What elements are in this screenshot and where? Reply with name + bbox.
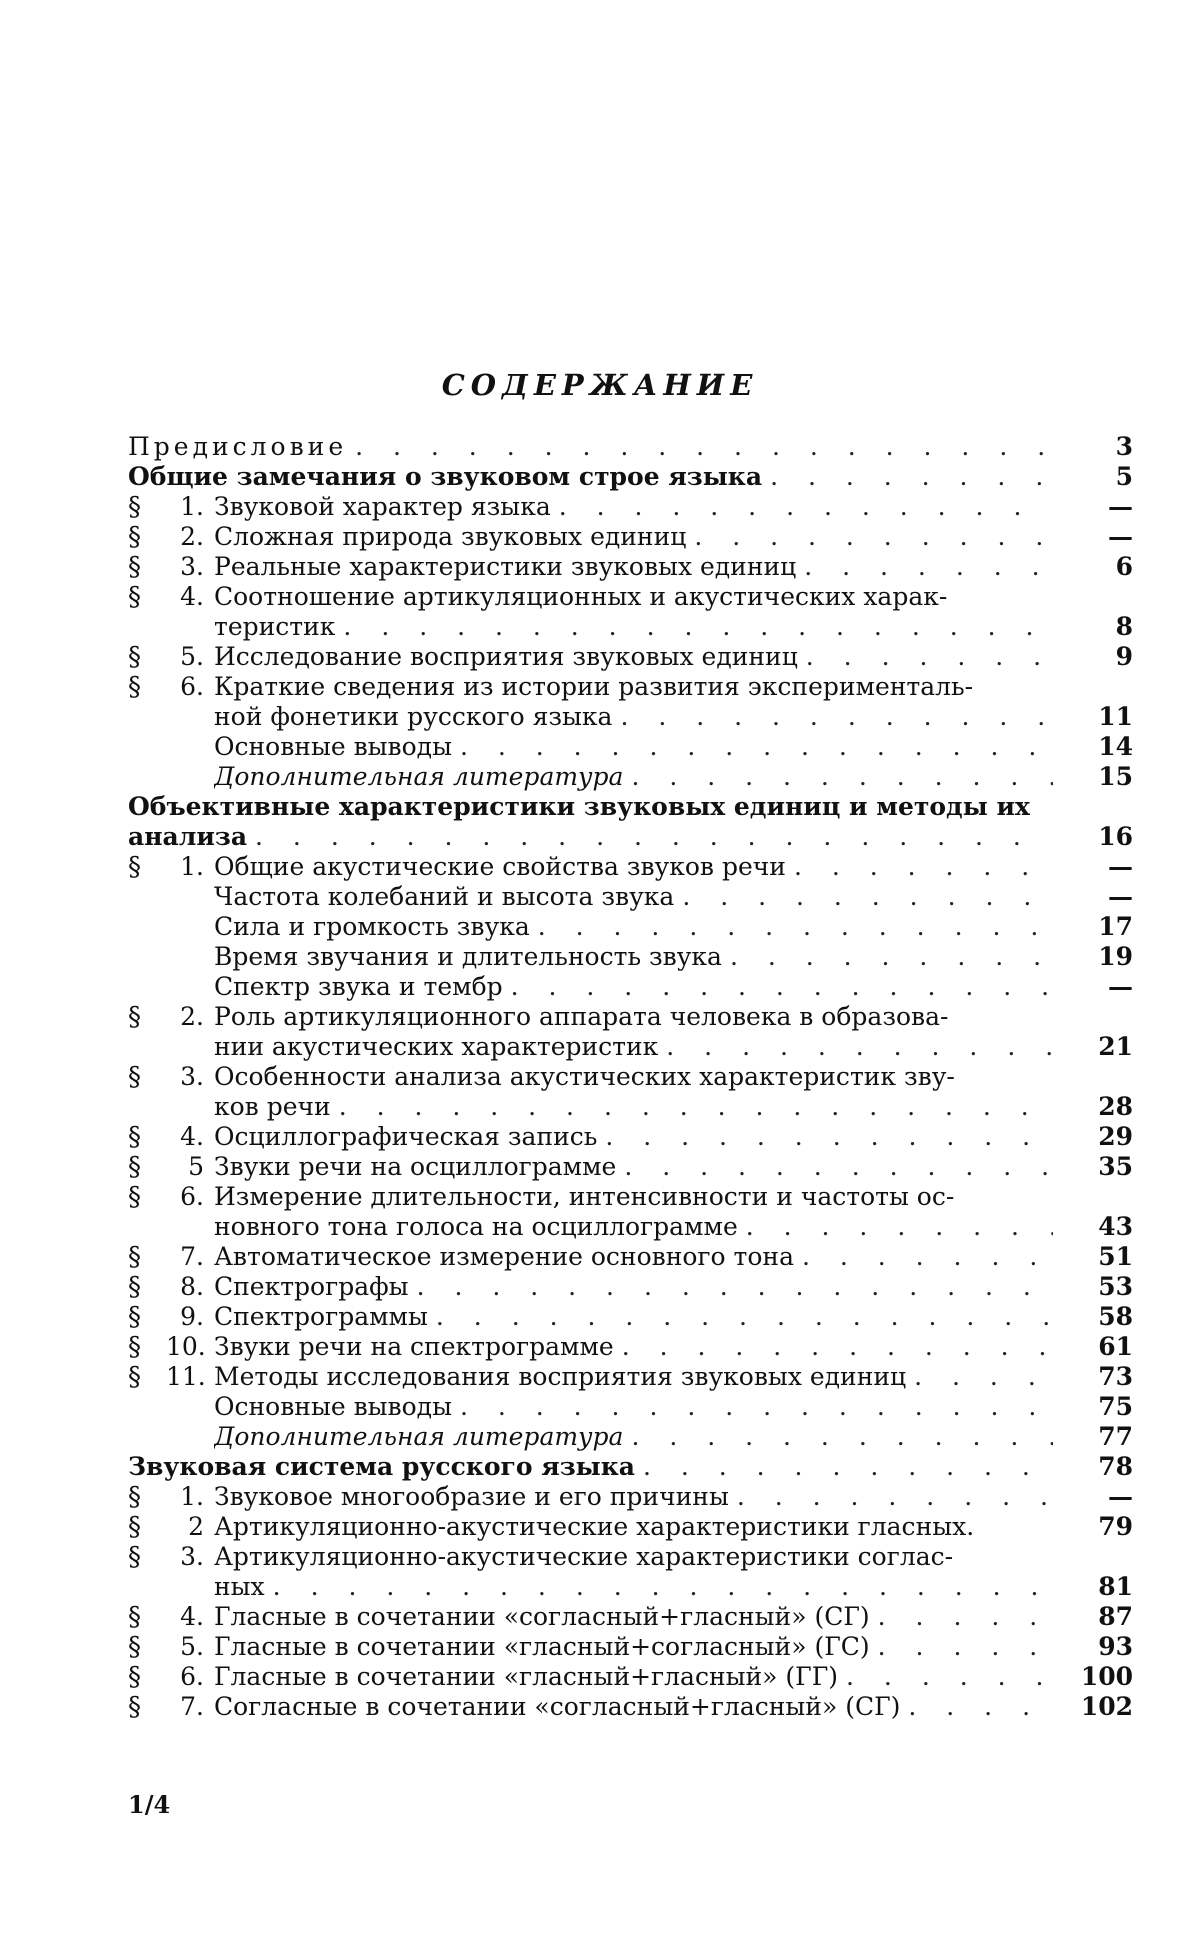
- entry-title: Частота колебаний и высота звука: [214, 882, 675, 911]
- leader-dots: [870, 1602, 1053, 1632]
- page-number: 17: [1098, 912, 1133, 941]
- section-number: 7.: [180, 1242, 204, 1271]
- leader-dots: [906, 1362, 1053, 1392]
- toc-entry: [128, 582, 1133, 612]
- toc-entry: [128, 1392, 1133, 1422]
- entry-title: Звуки речи на спектрограмме: [214, 1332, 614, 1361]
- entry-title: Методы исследования восприятия звуковых единиц: [214, 1362, 907, 1391]
- section-sign: §: [128, 1542, 141, 1572]
- toc-entry: [128, 552, 1133, 582]
- entry-title: ных: [214, 1572, 265, 1601]
- entry-title: Исследование восприятия звуковых единиц: [214, 642, 798, 671]
- leader-dots: [729, 1482, 1053, 1512]
- toc-entry: [128, 642, 1133, 672]
- page-number: 9: [1115, 642, 1133, 671]
- section-sign: §: [128, 1002, 141, 1032]
- toc-entry: [128, 1482, 1133, 1512]
- leader-dots: [347, 432, 1053, 462]
- page-number: 51: [1098, 1242, 1133, 1271]
- toc-entry: [128, 852, 1133, 882]
- entry-title: Время звучания и длительность звука: [214, 942, 722, 971]
- section-sign: §: [128, 1152, 141, 1182]
- page-number: 79: [1098, 1512, 1133, 1541]
- section-number: 3.: [180, 552, 204, 581]
- entry-title: Основные выводы: [214, 732, 452, 761]
- section-number: 6.: [180, 1182, 204, 1211]
- toc-entry: [128, 1602, 1133, 1632]
- leader-dots: [452, 732, 1053, 762]
- section-number: 1.: [180, 852, 204, 881]
- signature-mark: 1/4: [128, 1790, 171, 1819]
- page-number: 14: [1098, 732, 1133, 761]
- page-number: 81: [1098, 1572, 1133, 1601]
- page-number: 78: [1098, 1452, 1133, 1481]
- section-number: 3.: [180, 1062, 204, 1091]
- leader-dots: [530, 912, 1053, 942]
- toc-entry: [128, 1062, 1133, 1092]
- toc-entry: [128, 882, 1133, 912]
- section-number: 5: [188, 1152, 204, 1181]
- toc-entry: [128, 1122, 1133, 1152]
- toc-entry: [128, 1242, 1133, 1272]
- table-of-contents: [128, 432, 1133, 1722]
- entry-title: Спектрографы: [214, 1272, 409, 1301]
- page-number: 93: [1098, 1632, 1133, 1661]
- page-number: —: [1108, 972, 1133, 1001]
- entry-title: Соотношение артикуляционных и акустических харак-: [214, 582, 948, 611]
- leader-dots: [786, 852, 1053, 882]
- section-sign: §: [128, 1062, 141, 1092]
- page-number: —: [1108, 882, 1133, 911]
- toc-entry: [128, 1302, 1133, 1332]
- entry-title: Особенности анализа акустических характеристик зву-: [214, 1062, 955, 1091]
- page-number: —: [1108, 852, 1133, 881]
- section-sign: §: [128, 642, 141, 672]
- leader-dots: [762, 462, 1053, 492]
- section-sign: §: [128, 1332, 141, 1362]
- entry-title: ков речи: [214, 1092, 331, 1121]
- toc-entry: [128, 522, 1133, 552]
- page-number: 61: [1098, 1332, 1133, 1361]
- page-number: 6: [1115, 552, 1133, 581]
- section-sign: §: [128, 1632, 141, 1662]
- entry-title: Артикуляционно-акустические характеристики соглас-: [214, 1542, 954, 1571]
- section-sign: §: [128, 552, 141, 582]
- section-sign: §: [128, 1122, 141, 1152]
- leader-dots: [738, 1212, 1053, 1242]
- entry-title: нии акустических характеристик: [214, 1032, 659, 1061]
- section-sign: §: [128, 1242, 141, 1272]
- entry-title: Осциллографическая запись: [214, 1122, 598, 1151]
- leader-dots: [452, 1392, 1053, 1422]
- leader-dots: [635, 1452, 1053, 1482]
- section-number: 4.: [180, 1602, 204, 1631]
- section-sign: §: [128, 582, 141, 612]
- entry-title: Объективные характеристики звуковых единиц и методы их: [128, 792, 1030, 821]
- toc-entry: [128, 612, 1133, 642]
- leader-dots: [722, 942, 1053, 972]
- toc-entry: [128, 1212, 1133, 1242]
- section-sign: §: [128, 1362, 141, 1392]
- toc-entry: [128, 1002, 1133, 1032]
- toc-entry: [128, 1662, 1133, 1692]
- section-number: 10.: [166, 1332, 206, 1361]
- entry-title: Краткие сведения из истории развития эксперименталь-: [214, 672, 974, 701]
- section-sign: §: [128, 1302, 141, 1332]
- entry-title: Общие замечания о звуковом строе языка: [128, 462, 763, 491]
- entry-title: Звуковой характер языка: [214, 492, 551, 521]
- section-number: 1.: [180, 1482, 204, 1511]
- section-number: 5.: [180, 642, 204, 671]
- section-number: 4.: [180, 582, 204, 611]
- page-number: 11: [1098, 702, 1133, 731]
- page-number: 8: [1115, 612, 1133, 641]
- toc-entry: [128, 1692, 1133, 1722]
- entry-title: Реальные характеристики звуковых единиц: [214, 552, 797, 581]
- section-sign: §: [128, 1512, 141, 1542]
- entry-title: Роль артикуляционного аппарата человека в образова-: [214, 1002, 949, 1031]
- section-number: 1.: [180, 492, 204, 521]
- entry-title: Предисловие: [128, 432, 348, 461]
- page-number: 3: [1115, 432, 1133, 461]
- toc-entry: [128, 1092, 1133, 1122]
- page-number: 29: [1098, 1122, 1133, 1151]
- leader-dots: [798, 642, 1053, 672]
- toc-entry: [128, 1572, 1133, 1602]
- leader-dots: [794, 1242, 1053, 1272]
- toc-entry: [128, 702, 1133, 732]
- toc-entry: [128, 1332, 1133, 1362]
- page-number: 87: [1098, 1602, 1133, 1631]
- page-number: —: [1108, 522, 1133, 551]
- section-number: 6.: [180, 1662, 204, 1691]
- page-number: 77: [1098, 1422, 1133, 1451]
- page-number: —: [1108, 492, 1133, 521]
- leader-dots: [331, 1092, 1053, 1122]
- leader-dots: [658, 1032, 1053, 1062]
- entry-title: Дополнительная литература: [214, 762, 624, 791]
- section-sign: §: [128, 1602, 141, 1632]
- toc-entry: [128, 942, 1133, 972]
- page-number: 15: [1098, 762, 1133, 791]
- toc-entry: [128, 1632, 1133, 1662]
- page-number: 58: [1098, 1302, 1133, 1331]
- section-number: 2.: [180, 1002, 204, 1031]
- section-sign: §: [128, 1272, 141, 1302]
- entry-title: анализа: [128, 822, 248, 851]
- leader-dots: [428, 1302, 1053, 1332]
- section-sign: §: [128, 672, 141, 702]
- page-number: 43: [1098, 1212, 1133, 1241]
- section-number: 7.: [180, 1692, 204, 1721]
- page-number: 53: [1098, 1272, 1133, 1301]
- page-number: 16: [1098, 822, 1133, 851]
- section-sign: §: [128, 852, 141, 882]
- toc-entry: [128, 1362, 1133, 1392]
- leader-dots: [623, 762, 1053, 792]
- entry-title: Измерение длительности, интенсивности и частоты ос-: [214, 1182, 955, 1211]
- section-number: 11.: [166, 1362, 206, 1391]
- toc-entry: [128, 1272, 1133, 1302]
- toc-entry: [128, 972, 1133, 1002]
- section-sign: §: [128, 1692, 141, 1722]
- toc-entry: [128, 462, 1133, 492]
- leader-dots: [614, 1332, 1053, 1362]
- toc-entry: [128, 1152, 1133, 1182]
- toc-entry: [128, 762, 1133, 792]
- toc-entry: [128, 1032, 1133, 1062]
- toc-entry: [128, 432, 1133, 462]
- section-number: 8.: [180, 1272, 204, 1301]
- leader-dots: [686, 522, 1053, 552]
- section-sign: §: [128, 1662, 141, 1692]
- page-number: 73: [1098, 1362, 1133, 1391]
- section-number: 4.: [180, 1122, 204, 1151]
- entry-title: Спектр звука и тембр: [214, 972, 503, 1001]
- leader-dots: [674, 882, 1053, 912]
- toc-entry: [128, 1422, 1133, 1452]
- page-number: 100: [1080, 1662, 1133, 1691]
- entry-title: Дополнительная литература: [214, 1422, 624, 1451]
- section-sign: §: [128, 522, 141, 552]
- leader-dots: [796, 552, 1053, 582]
- page-number: 75: [1098, 1392, 1133, 1421]
- section-number: 2.: [180, 522, 204, 551]
- toc-entry: [128, 492, 1133, 522]
- section-sign: §: [128, 492, 141, 522]
- leader-dots: [900, 1692, 1053, 1722]
- entry-title: ной фонетики русского языка: [214, 702, 613, 731]
- toc-entry: [128, 732, 1133, 762]
- section-sign: §: [128, 1182, 141, 1212]
- leader-dots: [612, 702, 1053, 732]
- toc-entry: [128, 822, 1133, 852]
- page-number: 19: [1098, 942, 1133, 971]
- page-number: 21: [1098, 1032, 1133, 1061]
- toc-entry: [128, 1182, 1133, 1212]
- leader-dots: [409, 1272, 1053, 1302]
- leader-dots: [247, 822, 1053, 852]
- toc-entry: [128, 792, 1133, 822]
- section-number: 3.: [180, 1542, 204, 1571]
- leader-dots: [597, 1122, 1053, 1152]
- page-number: 35: [1098, 1152, 1133, 1181]
- entry-title: Гласные в сочетании «согласный+гласный» (СГ): [214, 1602, 870, 1631]
- entry-title: Гласные в сочетании «гласный+гласный» (ГГ): [214, 1662, 839, 1691]
- leader-dots: [503, 972, 1053, 1002]
- entry-title: Звуковое многообразие и его причины: [214, 1482, 729, 1511]
- page-number: 28: [1098, 1092, 1133, 1121]
- leader-dots: [335, 612, 1053, 642]
- page-number: 102: [1080, 1692, 1133, 1721]
- section-number: 2: [188, 1512, 204, 1541]
- toc-entry: [128, 672, 1133, 702]
- toc-title: СОДЕРЖАНИЕ: [441, 368, 759, 402]
- entry-title: Звуки речи на осциллограмме: [214, 1152, 617, 1181]
- toc-entry: [128, 1512, 1133, 1542]
- leader-dots: [838, 1662, 1053, 1692]
- entry-title: Спектрограммы: [214, 1302, 428, 1331]
- entry-title: Сложная природа звуковых единиц: [214, 522, 687, 551]
- toc-entry: [128, 1452, 1133, 1482]
- section-number: 6.: [180, 672, 204, 701]
- entry-title: Гласные в сочетании «гласный+согласный» (ГС): [214, 1632, 870, 1661]
- entry-title: Согласные в сочетании «согласный+гласный» (СГ): [214, 1692, 901, 1721]
- leader-dots: [551, 492, 1053, 522]
- entry-title: Общие акустические свойства звуков речи: [214, 852, 786, 881]
- leader-dots: [265, 1572, 1053, 1602]
- leader-dots: [616, 1152, 1053, 1182]
- toc-entry: [128, 1542, 1133, 1572]
- section-number: 9.: [180, 1302, 204, 1331]
- entry-title: Автоматическое измерение основного тона: [214, 1242, 794, 1271]
- leader-dots: [623, 1422, 1053, 1452]
- entry-title: Сила и громкость звука: [214, 912, 530, 941]
- section-number: 5.: [180, 1632, 204, 1661]
- page-number: 5: [1115, 462, 1133, 491]
- entry-title: Артикуляционно-акустические характеристики гласных.: [214, 1512, 975, 1541]
- toc-entry: [128, 912, 1133, 942]
- section-sign: §: [128, 1482, 141, 1512]
- entry-title: Звуковая система русского языка: [128, 1452, 635, 1481]
- entry-title: теристик: [214, 612, 336, 641]
- entry-title: новного тона голоса на осциллограмме: [214, 1212, 738, 1241]
- page-number: —: [1108, 1482, 1133, 1511]
- entry-title: Основные выводы: [214, 1392, 452, 1421]
- leader-dots: [870, 1632, 1053, 1662]
